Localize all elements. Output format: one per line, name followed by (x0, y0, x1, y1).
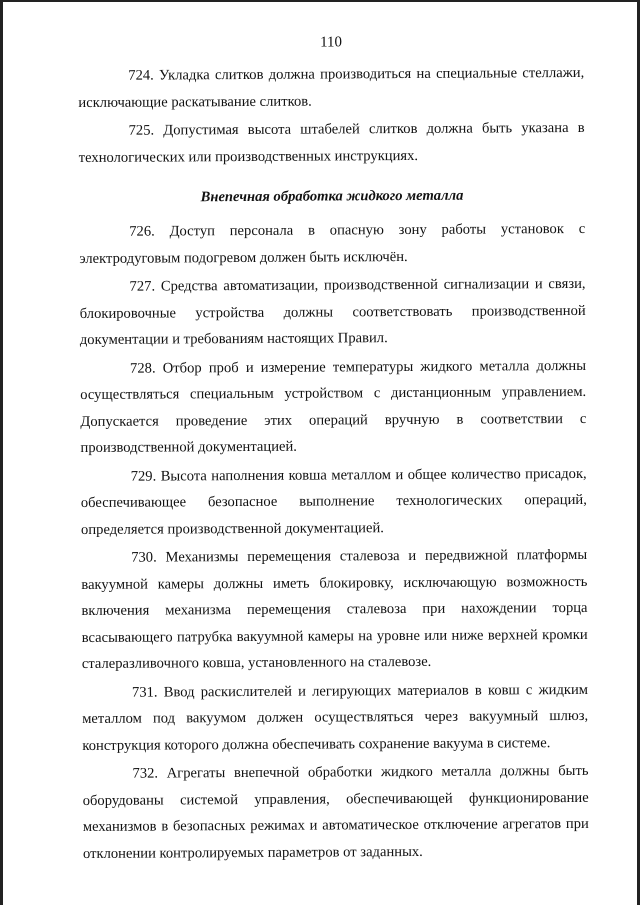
section-heading: Внепечная обработка жидкого металла (200, 187, 464, 206)
page-number: 110 (320, 34, 343, 51)
paragraph-731: 731. Ввод раскислителей и легирующих материалов в ковш с жидким металлом под вакуумом должен осуществляться через вакуумный шлюз, конструкция которого должна обеспечивать сохранение вакуума в системе. (82, 681, 589, 754)
paragraph-725: 725. Допустимая высота штабелей слитков должна быть указана в технологических или производственных инструкциях. (78, 119, 585, 166)
paragraph-726: 726. Доступ персонала в опасную зону работы установок с электродуговым подогревом должен быть исключён. (79, 220, 586, 267)
paragraph-729: 729. Высота наполнения ковша металлом и общее количество присадок, обеспечивающее безопасное выполнение технологических операций, определяется производственной документацией. (80, 465, 587, 538)
paragraph-724: 724. Укладка слитков должна производиться на специальные стеллажи, исключающие раскатывание слитков. (78, 64, 585, 111)
paragraph-730: 730. Механизмы перемещения сталевоза и передвижной платформы вакуумной камеры должны иметь блокировку, исключающую возможность включения механизма перемещения сталевоза при нахождении торца всасывающего патрубка вакуумной камеры на уровне или ниже верхней кромки сталеразливочного ковша, установленного на сталевозе. (81, 546, 588, 672)
paragraph-728: 728. Отбор проб и измерение температуры жидкого металла должны осуществляться специальным устройством с дистанционным управлением. Допускается проведение этих операций вручную в соответствии с производственной документацией. (80, 357, 587, 456)
scan-border-top (0, 0, 640, 2)
scan-border-left (0, 0, 3, 905)
paragraph-732: 732. Агрегаты внепечной обработки жидкого металла должны быть оборудованы системой управления, обеспечивающей функционирование механизмов в безопасных режимах и автоматическое отключение агрегатов при отклонении контролируемых параметров от заданных. (82, 762, 589, 862)
paragraph-727: 727. Средства автоматизации, производственной сигнализации и связи, блокировочные устройства должны соответствовать производственной документации и требованиям настоящих Правил. (79, 275, 586, 348)
document-page (78, 33, 589, 869)
